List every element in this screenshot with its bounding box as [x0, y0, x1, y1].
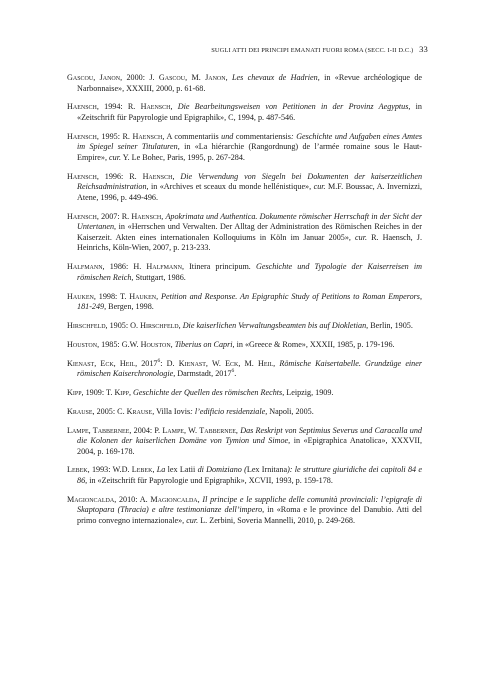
italic-text: Geschichte der Quellen des römischen Rechts: [133, 387, 283, 397]
entry-text: , Bergen, 1998.: [104, 302, 154, 312]
entry-text: , Napoli, 2005.: [265, 406, 314, 416]
entry-text: , 1986: H.: [102, 262, 147, 272]
italic-text: Römische Kaisertabelle. Grundzüge einer römischen Kaiserchronologie: [77, 358, 423, 379]
bibliography-entry: [67, 292, 422, 313]
entry-text: , 1996: R.: [96, 171, 143, 181]
author-name: Kienast: [178, 358, 206, 368]
running-title: SUGLI ATTI DEI PRINCIPI EMANATI FUORI ROMA (SECC. I-II D.C.): [211, 47, 414, 54]
italic-text: Die Bearbeitungsweisen von Petitionen in der Provinz Aegyptus: [177, 102, 409, 112]
entry-text: ,: [161, 211, 166, 221]
italic-text: : l’edificio residenziale: [190, 406, 266, 416]
entry-text: ,: [170, 102, 178, 112]
bibliography-entry: [67, 102, 422, 123]
author-name: Halfmann: [67, 262, 103, 272]
entry-text: , 2007: R.: [96, 211, 132, 221]
entry-text: , 2004: P.: [129, 425, 163, 435]
italic-text: Petition and Response. An Epigraphic Study of Petitions to Roman Emperors, 181-249: [77, 291, 422, 312]
author-name: Haensch: [67, 102, 97, 112]
bibliography-list: [67, 73, 422, 535]
author-name: Kipp: [67, 387, 82, 397]
entry-text: , in «Roma e le province del Danubio. Atti del primo convegno internazionale»,: [77, 505, 423, 526]
author-name: Houston: [140, 339, 171, 349]
author-name: Hauken: [67, 291, 94, 301]
italic-text: und: [221, 131, 234, 141]
entry-text: , 2000: J.: [120, 73, 159, 82]
entry-text: ,: [170, 339, 175, 349]
entry-text: , 1905: O.: [105, 321, 141, 330]
entry-text: ,: [225, 73, 232, 82]
author-name: Haensch: [140, 102, 171, 112]
italic-text: La: [156, 465, 166, 475]
entry-text: M.F. Boussac, A. Invernizzi, Atene, 1996, p. 449-496.: [77, 182, 422, 202]
author-name: Magioncalda: [150, 494, 198, 504]
entry-text: Y. Le Bohec, Paris, 1995, p. 267-284.: [121, 152, 245, 162]
entry-text: , M.: [238, 358, 258, 368]
author-name: Haensch: [131, 211, 162, 221]
entry-text: ,: [172, 171, 181, 181]
bibliography-entry: [67, 172, 422, 204]
bibliography-entry: [67, 73, 422, 94]
entry-text: , 1995: R.: [96, 131, 133, 141]
entry-text: .: [234, 369, 237, 379]
author-name: Eck: [225, 358, 239, 368]
entry-text: , in «Zeitschrift für Papyrologie und Epigraphik», XCVII, 1993, p. 159-178.: [85, 476, 333, 486]
author-name: Kienast, Eck, Heil: [67, 358, 136, 368]
entry-text: , Leipzig, 1909.: [282, 387, 334, 397]
italic-text: cur.: [109, 152, 122, 162]
entry-text: , 1998: T.: [93, 291, 130, 301]
author-name: Krause: [67, 406, 93, 416]
author-name: Hauken: [129, 291, 157, 301]
entry-text: ,: [235, 425, 241, 435]
bibliography-entry: [67, 495, 422, 527]
entry-text: L. Zerbini, Soveria Mannelli, 2010, p. 249-268.: [198, 516, 356, 526]
author-name: Halfmann: [146, 262, 182, 272]
entry-text: commentariensis: [233, 131, 291, 141]
entry-text: ,: [197, 494, 203, 504]
entry-text: , in «La hiérarchie (Rangordnung) de l’armée romaine sous le Haut-Empire»,: [77, 142, 422, 162]
entry-text: , Darmstadt, 2017: [173, 369, 232, 379]
bibliography-entry: [67, 465, 422, 486]
author-name: Lebek: [67, 465, 88, 475]
entry-text: ,: [128, 387, 134, 397]
entry-text: 6: [231, 368, 235, 375]
bibliography-entry: [67, 340, 422, 351]
author-name: Lebek: [131, 465, 153, 475]
author-name: Haensch: [132, 131, 163, 141]
author-name: Magioncalda: [67, 494, 115, 504]
entry-text: , in «Revue archéologique de Narbonnaise», XXXIII, 2000, p. 61-68.: [77, 73, 422, 93]
italic-text: ): le strutture giuridiche dei capitoli 84 e 86: [77, 465, 423, 486]
entry-text: , Stuttgart, 1986.: [131, 272, 186, 282]
bibliography-entry: [67, 132, 422, 164]
author-name: Gascou: [158, 73, 186, 82]
entry-text: , 1909: T.: [81, 387, 115, 397]
italic-text: Tiberius on Capri: [174, 339, 233, 349]
entry-text: ,: [178, 321, 183, 330]
italic-text: Les chevaux de Hadrien: [232, 73, 318, 82]
entry-text: , Itinera principum: [181, 262, 249, 272]
italic-text: . Geschichte und Typologie der Kaiserreisen im römischen Reich: [77, 262, 422, 282]
author-name: Gascou, Janon: [67, 73, 121, 82]
author-name: Hirschfeld: [67, 321, 106, 330]
author-name: Janon: [205, 73, 226, 82]
author-name: Haensch: [67, 131, 97, 141]
entry-text: , in «Zeitschrift für Papyrologie und Epigraphik», C, 1994, p. 487-546.: [77, 102, 422, 122]
author-name: Lampe: [162, 425, 184, 435]
entry-text: , in «Herrschen und Verwalten. Der Alltag der Administration des Römischen Reiches in der Kaiserzeit. Akten eines internationalen Kolloquiums in Köln im Januar 2005»,: [77, 222, 422, 242]
entry-text: R. Haensch, J. Heinrichs, Köln-Wien, 2007, p. 213-233.: [77, 232, 422, 253]
author-name: Lampe, Tabbernee: [67, 425, 130, 435]
entry-text: lex Latii: [165, 465, 198, 475]
italic-text: di Domiziano (: [197, 465, 247, 475]
italic-text: Die Verwendung von Siegeln bei Dokumenten der kaiserzeitlichen Reichsadministration: [77, 171, 423, 192]
entry-text: , Villa Iovis: [152, 406, 191, 416]
entry-text: ,: [156, 291, 161, 301]
italic-text: cur.: [313, 182, 326, 192]
author-name: Haensch: [67, 171, 97, 181]
entry-text: , in «Greece & Rome», XXXII, 1985, p. 179-196.: [232, 339, 395, 349]
entry-text: , Berlin, 1905.: [366, 321, 413, 330]
bibliography-entry: [67, 426, 422, 458]
entry-text: ,: [273, 358, 280, 368]
entry-text: , W.: [205, 358, 226, 368]
author-name: Haensch: [142, 171, 173, 181]
author-name: Krause: [126, 406, 153, 416]
italic-text: cur.: [355, 232, 367, 242]
author-name: Houston: [67, 339, 98, 349]
italic-text: cur.: [186, 516, 199, 526]
author-name: Tabbernee: [199, 425, 236, 435]
entry-text: , W.: [183, 425, 200, 435]
entry-text: , 2010: A.: [114, 494, 151, 504]
entry-text: Lex Irnitana: [246, 465, 288, 475]
italic-text: Die kaiserlichen Verwaltungsbeamten bis auf Diokletian: [182, 321, 367, 330]
entry-text: : D.: [160, 358, 179, 368]
bibliography-entry: [67, 321, 422, 332]
author-name: Kipp: [114, 387, 129, 397]
entry-text: 6: [157, 357, 161, 364]
entry-text: , 1994: R.: [96, 102, 141, 112]
italic-text: Il principe e le suppliche delle comunità provinciali: l’epigrafe di Skaptopara (Thracia) e altre testimonianze dell’impero: [77, 494, 422, 515]
entry-text: , M.: [185, 73, 206, 82]
italic-text: Apokrimata und Authentica. Dokumente römischer Herrschaft in der Sicht der Untertanen: [77, 211, 422, 232]
entry-text: , in «Epigraphica Anatolica», XXXVII, 2004, p. 169-178.: [77, 436, 422, 456]
entry-text: ,: [152, 465, 157, 475]
page-number: 33: [419, 44, 428, 54]
author-name: Haensch: [67, 211, 97, 221]
italic-text: Das Reskript von Septimius Severus und Caracalla und die Kolonen der kaiserlichen Domäne von Tymion und Simoe: [77, 425, 422, 446]
entry-text: , 1993: W.D.: [87, 465, 132, 475]
author-name: Heil: [257, 358, 274, 368]
entry-text: , in «Archives et sceaux du monde hellénistique»,: [146, 182, 314, 192]
bibliography-entry: [67, 262, 422, 283]
author-name: Hirschfeld: [140, 321, 179, 330]
entry-text: , 2017: [135, 358, 158, 368]
entry-text: , 1985: G.W.: [97, 339, 141, 349]
entry-text: , 2005: C.: [92, 406, 127, 416]
bibliography-entry: [67, 407, 422, 418]
bibliography-entry: [67, 359, 422, 380]
bibliography-entry: [67, 388, 422, 399]
italic-text: : Geschichte und Aufgaben eines Amtes im Spiegel seiner Titulaturen: [77, 131, 422, 152]
bibliography-entry: [67, 212, 422, 254]
running-head: [178, 44, 428, 54]
entry-text: , A commentariis: [162, 131, 222, 141]
